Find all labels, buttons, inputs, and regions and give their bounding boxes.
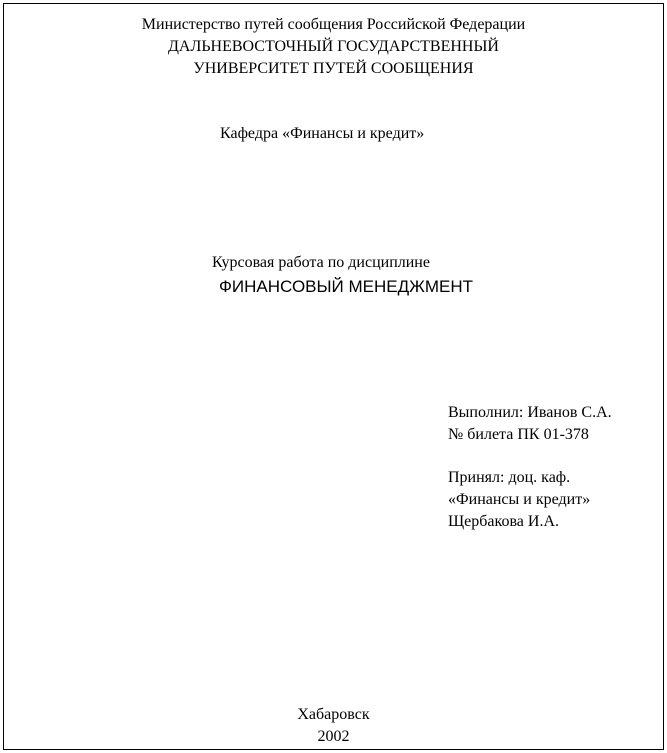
work-type (212, 252, 430, 274)
year: 2002 (317, 728, 350, 745)
department-name (220, 123, 424, 145)
work-subject-label: ФИНАНСОВЫЙ МЕНЕДЖМЕНТ (219, 277, 473, 296)
reviewer-block (448, 467, 590, 533)
city: Хабаровск (297, 706, 370, 723)
reviewer-department: «Финансы и кредит» (448, 491, 591, 508)
department-label: Кафедра «Финансы и кредит» (220, 125, 425, 142)
author-block (448, 402, 612, 446)
ticket-number: № билета ПК 01-378 (448, 426, 589, 443)
completed-by: Выполнил: Иванов С.А. (448, 404, 612, 421)
university-name-line1: ДАЛЬНЕВОСТОЧНЫЙ ГОСУДАРСТВЕННЫЙ (168, 38, 499, 55)
work-type-label: Курсовая работа по дисциплине (212, 254, 430, 271)
ministry-name: Министерство путей сообщения Российской Федерации (141, 16, 526, 33)
header-block (4, 14, 663, 80)
title-page (3, 3, 664, 750)
work-subject (219, 276, 473, 298)
accepted-by: Принял: доц. каф. (448, 469, 571, 486)
footer-block (4, 704, 663, 748)
reviewer-name: Щербакова И.А. (448, 513, 559, 530)
university-name-line2: УНИВЕРСИТЕТ ПУТЕЙ СООБЩЕНИЯ (193, 60, 474, 77)
